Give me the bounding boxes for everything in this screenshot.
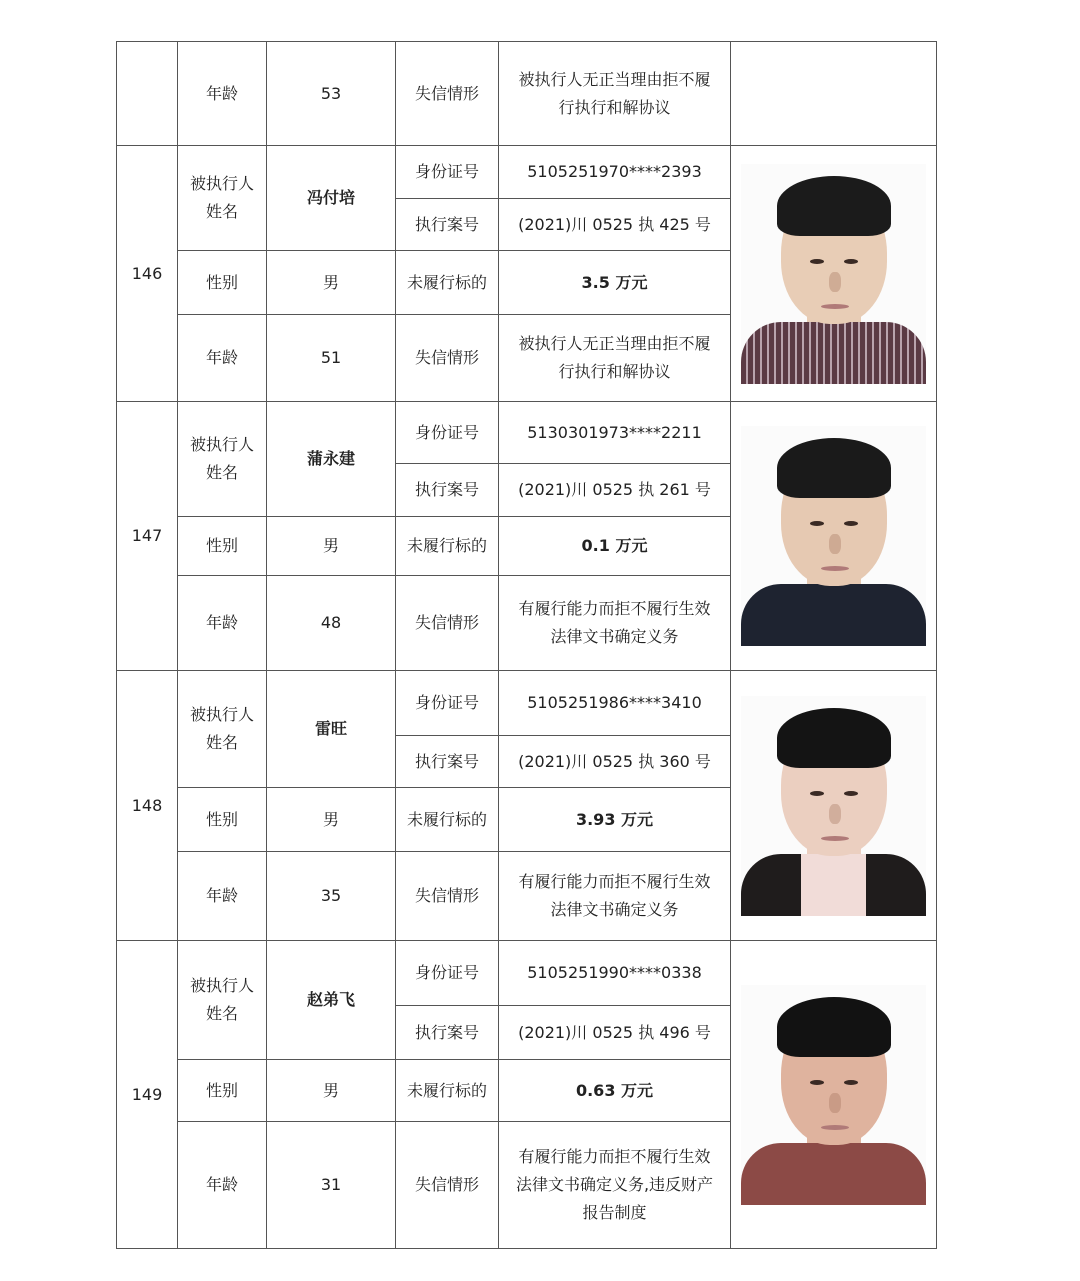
id-number-value: 5105251986****3410 (499, 671, 731, 736)
age-value: 35 (267, 852, 396, 941)
id-number-value: 5130301973****2211 (499, 402, 731, 464)
case-number-label: 执行案号 (396, 1006, 499, 1060)
defaulter-name: 蒲永建 (267, 402, 396, 517)
name-label: 被执行人 姓名 (178, 146, 267, 251)
dishonesty-label: 失信情形 (396, 42, 499, 146)
dishonesty-label: 失信情形 (396, 1122, 499, 1249)
dishonesty-value: 有履行能力而拒不履行生效法律文书确定义务 (499, 852, 731, 941)
unpaid-amount-label: 未履行标的 (396, 251, 499, 315)
age-label: 年龄 (178, 42, 267, 146)
case-number-label: 执行案号 (396, 199, 499, 251)
id-number-value: 5105251990****0338 (499, 941, 731, 1006)
gender-label: 性别 (178, 517, 267, 576)
id-number-label: 身份证号 (396, 402, 499, 464)
case-number-value: (2021)川 0525 执 360 号 (499, 736, 731, 788)
defaulter-name: 雷旺 (267, 671, 396, 788)
dishonesty-value: 有履行能力而拒不履行生效法律文书确定义务 (499, 576, 731, 671)
defaulter-name: 赵弟飞 (267, 941, 396, 1060)
case-number-value: (2021)川 0525 执 261 号 (499, 464, 731, 517)
defaulter-name: 冯付培 (267, 146, 396, 251)
record-row (117, 671, 937, 736)
case-number-label: 执行案号 (396, 736, 499, 788)
dishonesty-value: 有履行能力而拒不履行生效法律文书确定义务,违反财产报告制度 (499, 1122, 731, 1249)
case-number-label: 执行案号 (396, 464, 499, 517)
dishonesty-value: 被执行人无正当理由拒不履行执行和解协议 (499, 315, 731, 402)
dishonesty-label: 失信情形 (396, 852, 499, 941)
dishonesty-value: 被执行人无正当理由拒不履行执行和解协议 (499, 42, 731, 146)
unpaid-amount-label: 未履行标的 (396, 788, 499, 852)
name-label: 被执行人 姓名 (178, 671, 267, 788)
unpaid-amount-value: 3.93 万元 (499, 788, 731, 852)
partial-record-row (117, 42, 937, 146)
name-label: 被执行人 姓名 (178, 941, 267, 1060)
record-row (117, 402, 937, 464)
id-number-label: 身份证号 (396, 671, 499, 736)
photo-cell (731, 941, 937, 1249)
gender-label: 性别 (178, 1060, 267, 1122)
photo-cell (731, 402, 937, 671)
age-value: 31 (267, 1122, 396, 1249)
dishonesty-label: 失信情形 (396, 315, 499, 402)
age-value: 53 (267, 42, 396, 146)
unpaid-amount-label: 未履行标的 (396, 517, 499, 576)
record-row (117, 941, 937, 1006)
unpaid-amount-value: 3.5 万元 (499, 251, 731, 315)
id-number-label: 身份证号 (396, 146, 499, 199)
photo-cell (731, 42, 937, 146)
age-label: 年龄 (178, 852, 267, 941)
unpaid-amount-value: 0.63 万元 (499, 1060, 731, 1122)
record-row (117, 146, 937, 199)
defaulter-photo (741, 985, 926, 1205)
dishonesty-label: 失信情形 (396, 576, 499, 671)
unpaid-amount-value: 0.1 万元 (499, 517, 731, 576)
age-label: 年龄 (178, 576, 267, 671)
gender-label: 性别 (178, 251, 267, 315)
gender-value: 男 (267, 251, 396, 315)
record-number: 149 (117, 941, 178, 1249)
photo-cell (731, 146, 937, 402)
id-number-label: 身份证号 (396, 941, 499, 1006)
defaulter-photo (741, 426, 926, 646)
name-label: 被执行人 姓名 (178, 402, 267, 517)
case-number-value: (2021)川 0525 执 425 号 (499, 199, 731, 251)
photo-cell (731, 671, 937, 941)
age-label: 年龄 (178, 1122, 267, 1249)
gender-value: 男 (267, 517, 396, 576)
gender-label: 性别 (178, 788, 267, 852)
id-number-value: 5105251970****2393 (499, 146, 731, 199)
age-value: 48 (267, 576, 396, 671)
age-value: 51 (267, 315, 396, 402)
record-number: 146 (117, 146, 178, 402)
record-number-cell (117, 42, 178, 146)
record-number: 148 (117, 671, 178, 941)
defaulter-photo (741, 164, 926, 384)
unpaid-amount-label: 未履行标的 (396, 1060, 499, 1122)
gender-value: 男 (267, 788, 396, 852)
gender-value: 男 (267, 1060, 396, 1122)
defaulter-roster-table (116, 41, 937, 1249)
case-number-value: (2021)川 0525 执 496 号 (499, 1006, 731, 1060)
defaulter-photo (741, 696, 926, 916)
age-label: 年龄 (178, 315, 267, 402)
record-number: 147 (117, 402, 178, 671)
